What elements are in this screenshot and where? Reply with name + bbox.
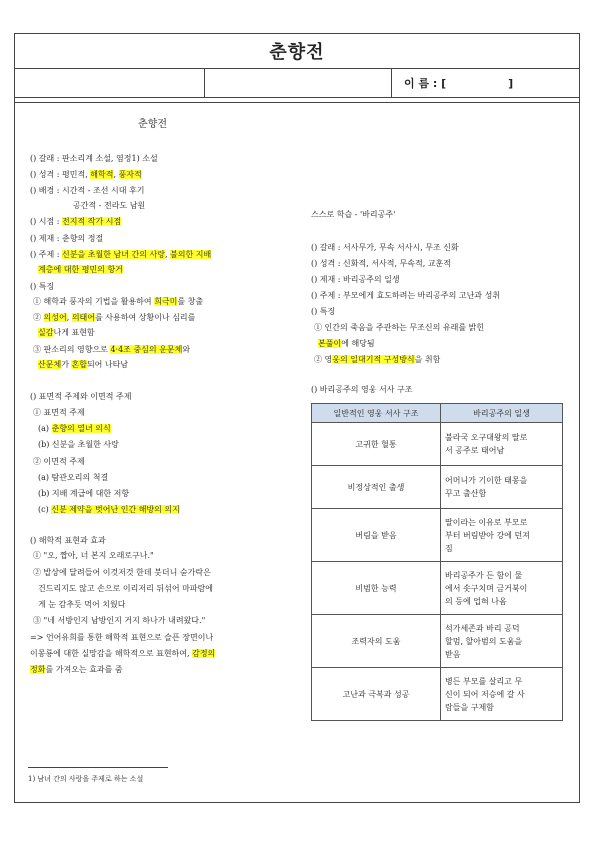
humor-example-2c: 게 눈 감추듯 먹어 치웠다	[38, 600, 126, 609]
humor-example-2a: ② 밥상에 달려들어 이것저것 한데 붓더니 숟가락은	[33, 568, 211, 577]
surface-heading: () 표면적 주제와 이면적 주제	[30, 392, 132, 401]
theme-line-2: 계층에 대한 평민의 항거	[38, 265, 123, 274]
humor-heading: () 해학적 표현과 효과	[30, 536, 106, 545]
surface-theme-b: (b) 신분을 초월한 사랑	[38, 440, 119, 449]
right-feature-1-cont: 본풀이에 해당됨	[318, 339, 375, 348]
right-material-line: () 제재 : 바리공주의 일생	[311, 275, 400, 284]
hidden-theme-a: (a) 탐관오리의 척결	[38, 473, 109, 482]
table-header-bari: 바리공주의 일생	[441, 404, 563, 423]
background-line-2: 공간적 - 전라도 남원	[73, 201, 146, 210]
feature-1: ① 해학과 풍자의 기법을 활용하여 희극미를 창출	[33, 297, 204, 306]
table-row: 버림을 받음 딸이라는 이유로 부모로 부터 버림받아 강에 던져 짐	[312, 509, 563, 562]
table-header-row	[312, 404, 563, 423]
table-row: 조력자의 도움 석가세존과 바리 공덕 할멈, 할아범의 도움을 받음	[312, 615, 563, 668]
right-title: 스스로 학습 - '바리공주'	[311, 210, 396, 219]
genre-line: () 갈래 : 판소리계 소설, 염정1) 소설	[30, 154, 158, 163]
feature-2-cont: 실감나게 표현함	[38, 328, 95, 337]
surface-theme-label: ① 표면적 주제	[33, 408, 85, 417]
theme-line-1: () 주제 : 신분을 초월한 남녀 간의 사랑, 불의한 지배	[30, 250, 212, 259]
table-header-general: 일반적인 영웅 서사 구조	[312, 404, 441, 423]
humor-effect-3: 정화를 가져오는 효과를 줌	[30, 665, 123, 674]
humor-example-3: ③ "네 서방인지 남방인지 거지 하나가 내려왔다."	[33, 616, 206, 625]
feature-2: ② 의성어, 의태어를 사용하여 상황이나 심리를	[33, 313, 196, 322]
left-title: 춘향전	[138, 119, 167, 130]
table-row: 비정상적인 출생 어머니가 기이한 태몽을 꾸고 출산함	[312, 466, 563, 509]
features-heading: () 특징	[30, 282, 55, 291]
humor-effect-2: 이몽룡에 대한 실망감을 해학적으로 표현하여, 감정의	[30, 649, 216, 658]
right-features-heading: () 특징	[311, 307, 336, 316]
footnote: 1) 남녀 간의 사랑을 주제로 하는 소설	[28, 775, 144, 783]
worksheet-title: 춘향전	[15, 34, 579, 69]
hidden-theme-b: (b) 지배 계급에 대한 저항	[38, 489, 130, 498]
structure-heading: () 바리공주의 영웅 서사 구조	[311, 385, 413, 394]
hero-structure-table	[311, 403, 563, 721]
humor-example-2b: 건드리지도 않고 손으로 이리저리 뒤섞어 마파람에	[38, 584, 214, 593]
name-close-bracket: ]	[508, 76, 514, 90]
table-row: 고귀한 혈통 불라국 오구대왕의 딸로 서 공주로 태어남	[312, 423, 563, 466]
name-label: 이 름 : [	[404, 77, 447, 90]
feature-3-cont: 산문체가 혼합되어 나타남	[38, 360, 129, 369]
hidden-theme-c: (c) 신분 제약을 벗어난 인간 해방의 의지	[38, 505, 180, 514]
humor-example-1: ① "오, 짭아, 너 본지 오래로구나."	[33, 551, 154, 560]
hidden-theme-label: ② 이면적 주제	[33, 457, 85, 466]
surface-theme-a: (a) 춘향의 열녀 의식	[38, 424, 111, 433]
background-line-1: () 배경 : 시간적 - 조선 시대 후기	[30, 186, 145, 195]
humor-effect-1: => 언어유희를 통한 해학적 표현으로 슬픈 장면이나	[30, 633, 214, 642]
feature-3: ③ 판소리의 영향으로 4·4조 중심의 운문체와	[33, 345, 191, 354]
material-line: () 제재 : 춘향의 정절	[30, 234, 104, 243]
table-row: 고난과 극복과 성공 병든 부모를 살리고 무 신이 되어 저승에 갈 사 람들을 구제함	[312, 668, 563, 721]
footnote-divider	[28, 767, 168, 768]
right-genre-line: () 갈래 : 서사무가, 무속 서사시, 무조 신화	[311, 243, 459, 252]
right-feature-2: ② 영웅의 일대기적 구성방식을 취함	[314, 355, 441, 364]
right-nature-line: () 성격 : 신화적, 서사적, 무속적, 교훈적	[311, 259, 452, 268]
nature-line: () 성격 : 평민적, 해학적, 풍자적	[30, 170, 142, 179]
pov-line: () 시점 : 전지적 작가 시점	[30, 217, 122, 226]
right-theme-line: () 주제 : 부모에게 효도하려는 바리공주의 고난과 성취	[311, 291, 501, 300]
right-feature-1: ① 인간의 죽음을 주관하는 무조신의 유래를 밝힌	[314, 323, 485, 332]
table-row: 비범한 능력 바리공주가 든 함이 물 에서 솟구치며 금거북이 의 등에 업혀 나옴	[312, 562, 563, 615]
